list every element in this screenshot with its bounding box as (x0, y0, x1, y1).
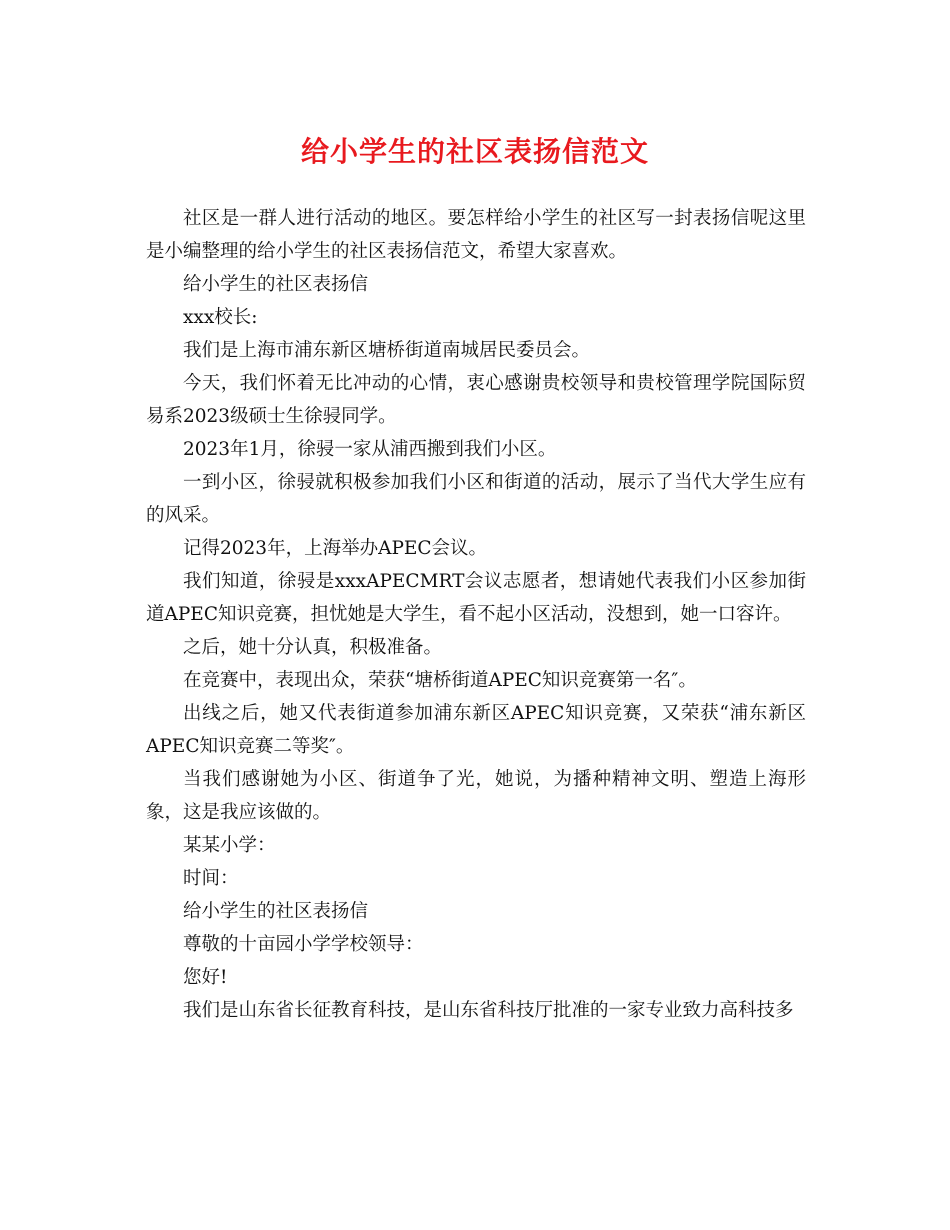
paragraph: 今天，我们怀着无比冲动的心情，衷心感谢贵校领导和贵校管理学院国际贸易系2023级硕士生徐骎同学。 (146, 373, 806, 427)
document-body (146, 202, 806, 1027)
document-title: 给小学生的社区表扬信范文 (300, 135, 649, 168)
paragraph: xxx校长: (183, 307, 258, 328)
paragraph: 在竞赛中，表现出众，荣获“塘桥街道APEC知识竞赛第一名″。 (183, 670, 697, 691)
paragraph: 给小学生的社区表扬信 (183, 901, 369, 922)
paragraph: 出线之后，她又代表街道参加浦东新区APEC知识竞赛，又荣获“浦东新区APEC知识竞赛二等奖″。 (146, 703, 806, 757)
paragraph: 我们是山东省长征教育科技，是山东省科技厅批准的一家专业致力高科技多 (183, 1000, 794, 1021)
paragraph: 给小学生的社区表扬信 (183, 274, 369, 295)
paragraph: 我们知道，徐骎是xxxAPECMRT会议志愿者，想请她代表我们小区参加街道APEC知识竞赛，担忧她是大学生，看不起小区活动，没想到，她一口容许。 (146, 571, 806, 625)
paragraph: 我们是上海市浦东新区塘桥街道南城居民委员会。 (183, 340, 591, 361)
paragraph: 尊敬的十亩园小学学校领导： (183, 934, 424, 955)
paragraph: 当我们感谢她为小区、街道争了光，她说，为播种精神文明、塑造上海形象，这是我应该做的。 (146, 769, 806, 823)
paragraph: 时间： (183, 868, 239, 889)
paragraph: 记得2023年，上海举办APEC会议。 (183, 538, 488, 559)
paragraph: 某某小学： (183, 835, 276, 856)
paragraph: 2023年1月，徐骎一家从浦西搬到我们小区。 (183, 439, 557, 460)
paragraph: 之后，她十分认真，积极准备。 (183, 637, 443, 658)
paragraph: 一到小区，徐骎就积极参加我们小区和街道的活动，展示了当代大学生应有的风采。 (146, 472, 806, 526)
paragraph: 您好! (183, 967, 228, 988)
paragraph: 社区是一群人进行活动的地区。要怎样给小学生的社区写一封表扬信呢这里是小编整理的给小学生的社区表扬信范文，希望大家喜欢。 (146, 208, 806, 262)
